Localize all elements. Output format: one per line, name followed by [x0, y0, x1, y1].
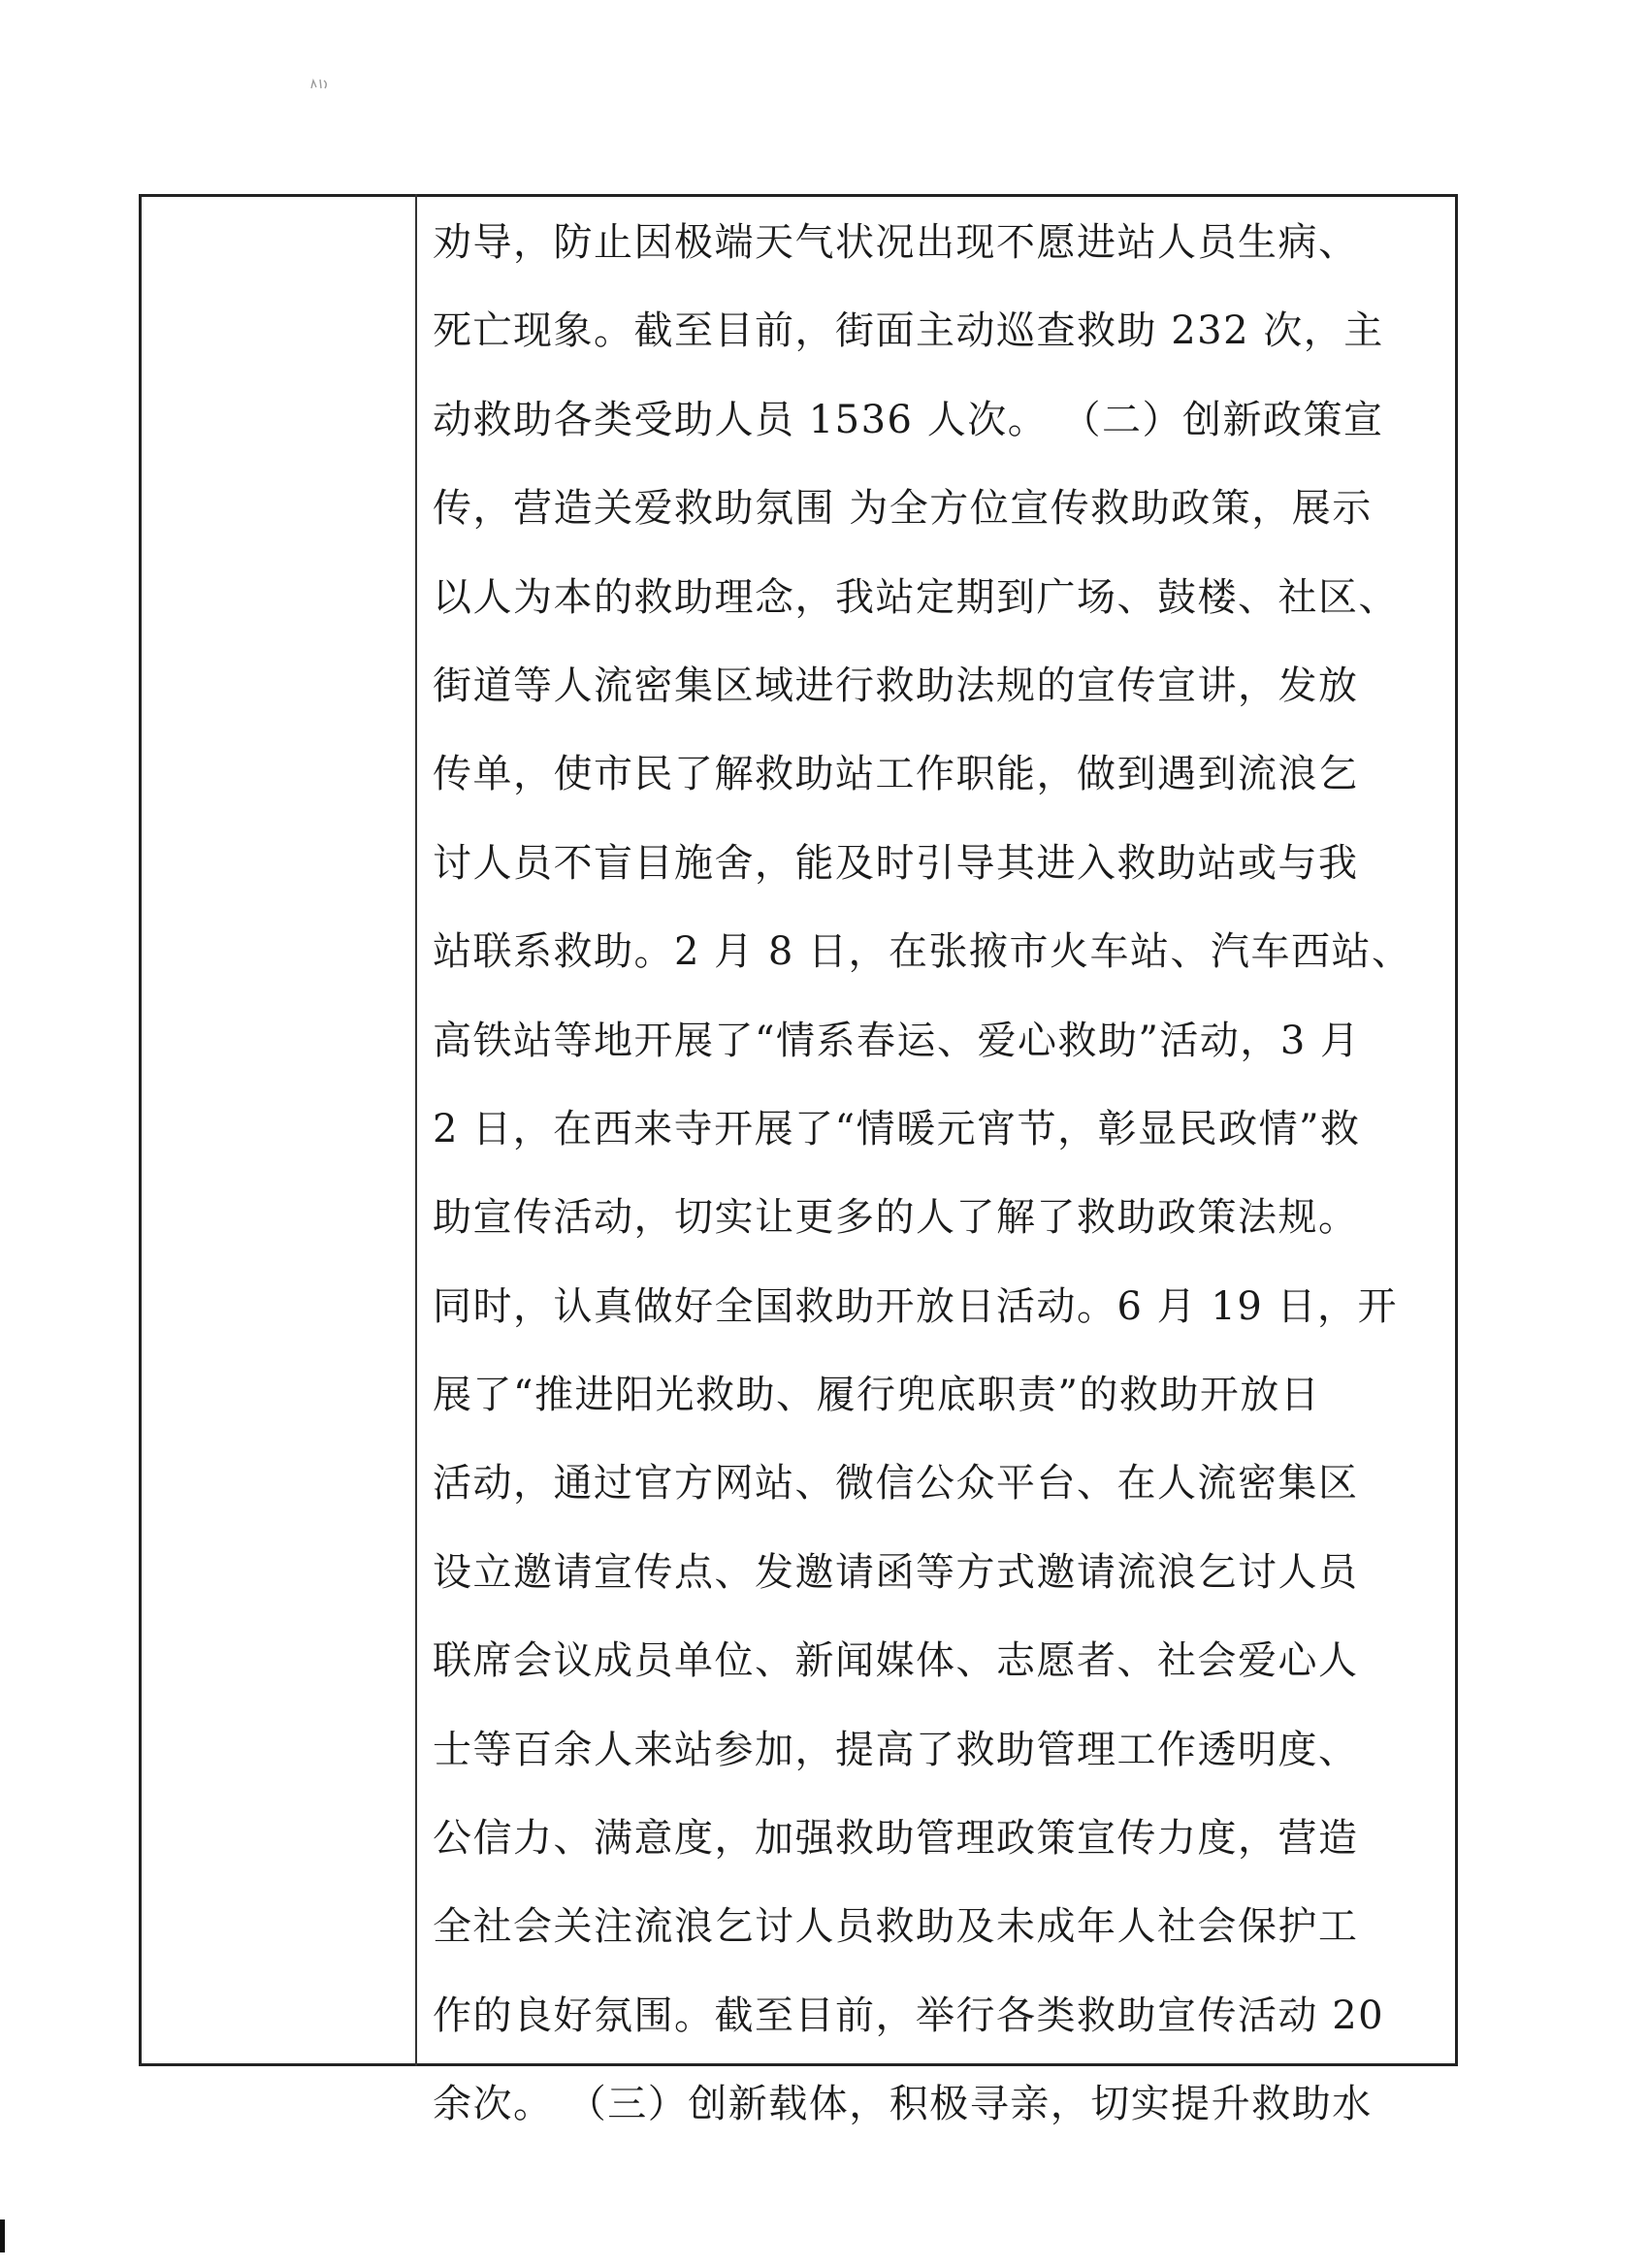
- body-text-line: 以人为本的救助理念，我站定期到广场、鼓楼、社区、: [433, 574, 1399, 620]
- body-text-line: 讨人员不盲目施舍，能及时引导其进入救助站或与我: [433, 840, 1359, 886]
- body-text-line: 高铁站等地开展了“情系春运、爱心救助”活动，3 月: [433, 1018, 1361, 1063]
- body-text-line: 同时，认真做好全国救助开放日活动。6 月 19 日，开: [433, 1283, 1398, 1329]
- body-text-line: 死亡现象。截至目前，街面主动巡查救助 232 次，主: [433, 308, 1384, 354]
- body-text-line: 展了“推进阳光救助、履行兜底职责”的救助开放日: [433, 1373, 1321, 1418]
- body-text-line: 公信力、满意度，加强救助管理政策宣传力度，营造: [433, 1816, 1359, 1862]
- body-text-line: 传，营造关爱救助氛围 为全方位宣传救助政策，展示: [433, 486, 1373, 532]
- body-text-line: 全社会关注流浪乞讨人员救助及未成年人社会保护工: [433, 1904, 1359, 1950]
- body-text-line: 助宣传活动，切实让更多的人了解了救助政策法规。: [433, 1195, 1359, 1241]
- table-right-cell: [433, 199, 1441, 2127]
- body-text-line: 活动，通过官方网站、微信公众平台、在人流密集区: [433, 1461, 1359, 1507]
- body-text-line: 2 日，在西来寺开展了“情暖元宵节，彰显民政情”救: [433, 1106, 1361, 1151]
- body-text-line: 联席会议成员单位、新闻媒体、志愿者、社会爱心人: [433, 1638, 1359, 1684]
- body-text-line: 街道等人流密集区域进行救助法规的宣传宣讲，发放: [433, 663, 1359, 708]
- table-left-cell: [142, 197, 415, 2063]
- scan-speck-mark: [308, 76, 330, 91]
- body-text-line: 动救助各类受助人员 1536 人次。 （二）创新政策宣: [433, 397, 1384, 442]
- body-text-line: 余次。 （三）创新载体，积极寻亲，切实提升救助水: [433, 2082, 1373, 2127]
- body-text-line: 劝导，防止因极端天气状况出现不愿进站人员生病、: [433, 220, 1359, 265]
- body-text-line: 作的良好氛围。截至目前，举行各类救助宣传活动 20: [433, 1993, 1385, 2038]
- table-column-divider: [415, 194, 417, 2066]
- body-text-line: 传单，使市民了解救助站工作职能，做到遇到流浪乞: [433, 752, 1359, 797]
- scan-edge-mark: [0, 2219, 5, 2252]
- body-text-line: 士等百余人来站参加，提高了救助管理工作透明度、: [433, 1727, 1359, 1772]
- body-text-line: 设立邀请宣传点、发邀请函等方式邀请流浪乞讨人员: [433, 1549, 1359, 1595]
- body-text-line: 站联系救助。2 月 8 日，在张掖市火车站、汽车西站、: [433, 929, 1412, 975]
